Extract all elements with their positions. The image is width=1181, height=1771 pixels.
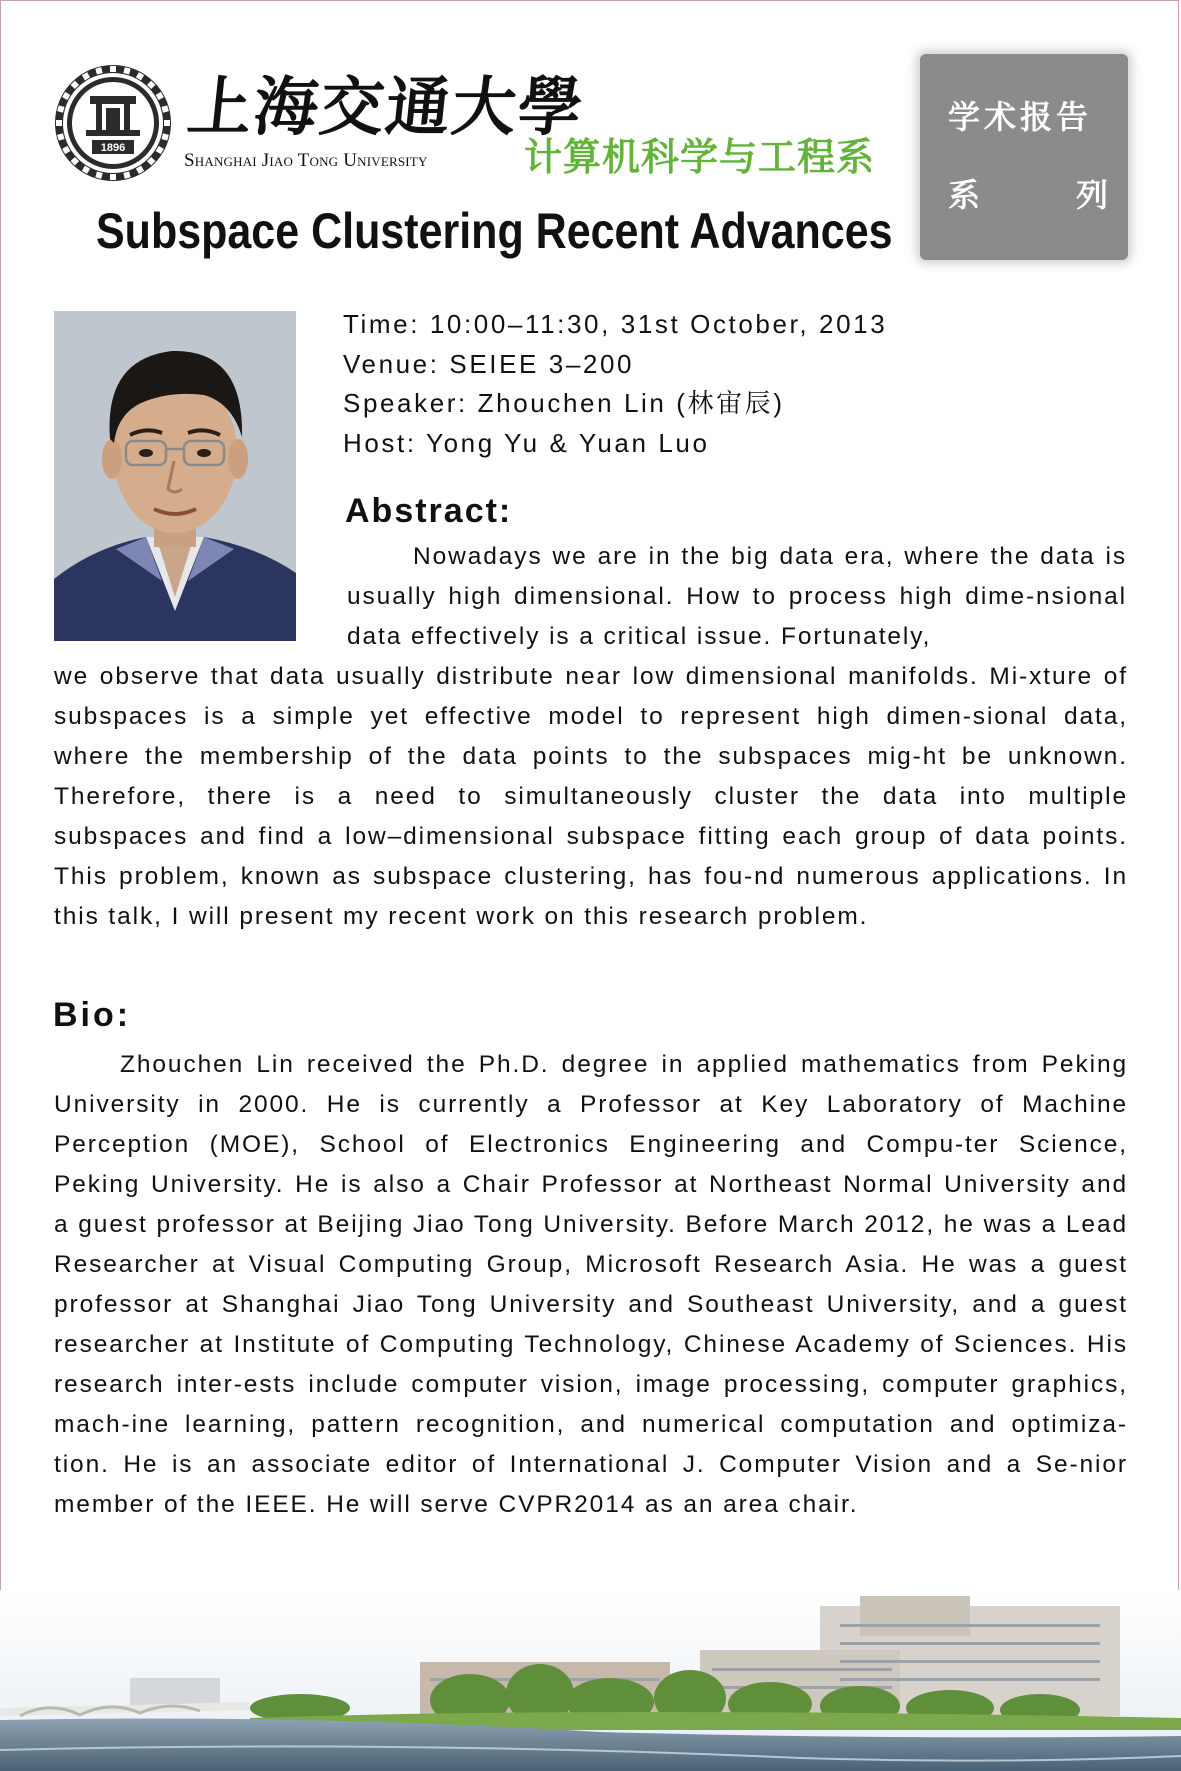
event-host: Host: Yong Yu & Yuan Luo	[343, 427, 710, 458]
event-time: Time: 10:00–11:30, 31st October, 2013	[343, 309, 888, 339]
abstract-text-part1	[347, 537, 1127, 657]
series-label-line1: 学术报告	[948, 99, 1093, 135]
department-name: 计算机科学与工程系	[524, 135, 876, 179]
abstract-text-part2: we observe that data usually distribute near low dimensional manifolds. Mi-xture of subspaces is a simple yet effective model to represent high dimen-sional data, where the membership of the data points to the subspaces mig-ht be unknown. Therefore, there is a need to simultaneously cluster the data into multiple subspaces and find a low–dimensional subspace fitting each group of data points. This problem, known as subspace clustering, has fou-nd numerous applications. In this talk, I will present my recent work on this research problem.	[54, 663, 1128, 930]
series-label-line2	[948, 170, 1108, 216]
campus-scenery-image	[0, 1590, 1181, 1771]
event-venue: Venue: SEIEE 3–200	[343, 348, 635, 379]
bio-text	[54, 1045, 1128, 1525]
bio-body: Zhouchen Lin received the Ph.D. degree in applied mathematics from Peking University in 2000. He is currently a Professor at Key Laboratory of Machine Perception (MOE), School of Electronics Engineering and Compu-ter Science, Peking University. He is also a Chair Professor at Northeast Normal University and a guest professor at Beijing Jiao Tong University. Before March 2012, he was a Lead Researcher at Visual Computing Group, Microsoft Research Asia. He was a guest professor at Shanghai Jiao Tong University and Southeast University, and a guest researcher at Institute of Computing Technology, Chinese Academy of Sciences. His research inter-ests include computer vision, image processing, computer graphics, mach-ine learning, pattern recognition, and numerical computation and optimiza-tion. He is an associate editor of International J. Computer Vision and a Se-nior member of the IEEE. He will serve CVPR2014 as an area chair.	[54, 1051, 1128, 1518]
event-details	[343, 305, 963, 463]
event-speaker: Speaker: Zhouchen Lin (林宙辰)	[343, 388, 785, 418]
bio-heading: Bio:	[53, 996, 132, 1034]
university-name-english: Shanghai Jiao Tong University	[184, 150, 428, 171]
abstract-heading: Abstract:	[345, 492, 513, 530]
lecture-series-badge	[920, 54, 1128, 260]
university-seal-logo	[52, 62, 174, 184]
talk-title: Subspace Clustering Recent Advances	[96, 203, 893, 259]
series-label-right: 列	[1075, 177, 1108, 213]
speaker-photo	[54, 311, 296, 641]
university-name-chinese: 上海交通大學	[184, 70, 588, 145]
abstract-lines-beside-photo: Nowadays we are in the big data era, where the data is usually high dimensional. How to process high dime-nsional data effectively is a critical issue. Fortunately,	[347, 543, 1127, 650]
seal-year: 1896	[100, 142, 126, 154]
series-label-left: 系	[948, 177, 981, 213]
